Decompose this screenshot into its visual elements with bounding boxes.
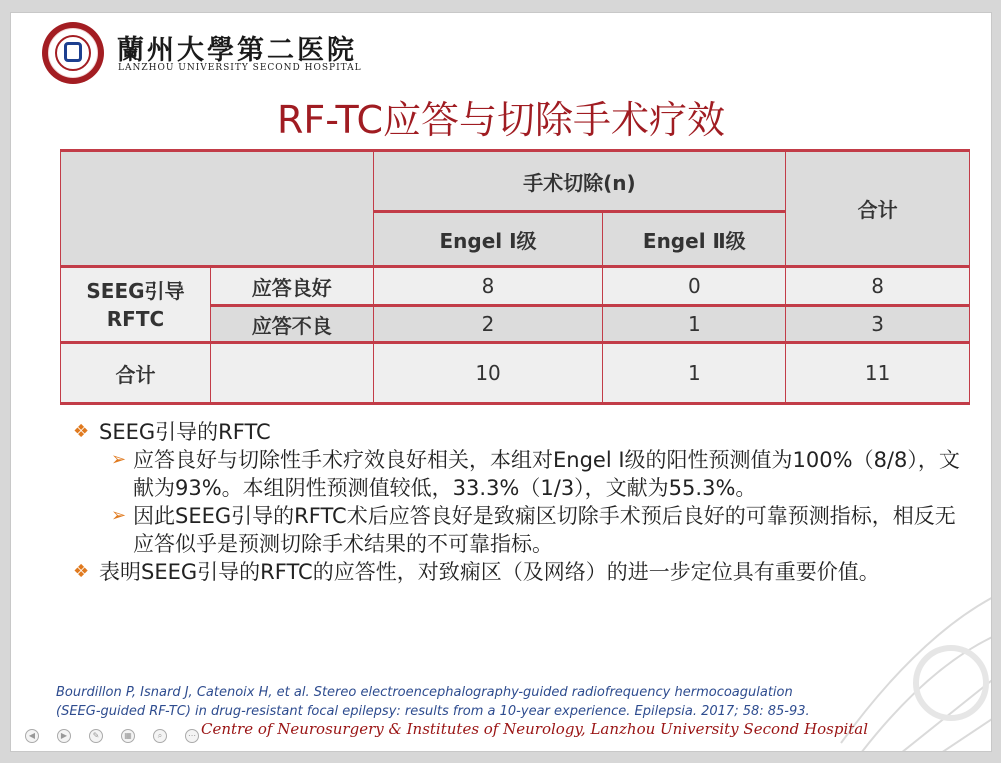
table-cell [210, 343, 373, 404]
diamond-bullet-icon: ❖ [73, 421, 90, 442]
table-cell: 1 [603, 343, 786, 404]
bullet-item: ❖ SEEG引导的RFTC [73, 420, 271, 444]
pen-icon[interactable]: ✎ [89, 729, 103, 743]
table-cell: 10 [373, 343, 603, 404]
total-row [61, 343, 970, 404]
table-cell: 8 [786, 267, 970, 306]
arrow-bullet-icon: ➢ [111, 505, 127, 526]
next-icon[interactable]: ▶ [57, 729, 71, 743]
more-icon[interactable]: ⋯ [185, 729, 199, 743]
row-label: 应答不良 [210, 306, 373, 343]
diamond-bullet-icon: ❖ [73, 561, 90, 582]
engel2-header: Engel Ⅱ级 [603, 212, 786, 267]
results-table [60, 149, 970, 405]
hospital-emblem-icon [42, 22, 104, 84]
sub-bullet-item: ➢ 因此SEEG引导的RFTC术后应答良好是致痫区切除手术预后良好的可靠预测指标，相反无应答似乎是预测切除手术结果的不可靠指标。 [111, 504, 956, 556]
slideshow-toolbar [25, 729, 199, 743]
zoom-icon[interactable]: ⌕ [153, 729, 167, 743]
table-corner-cell [61, 151, 374, 267]
previous-icon[interactable]: ◀ [25, 729, 39, 743]
total-header: 合计 [786, 151, 970, 267]
hospital-name-cn: 蘭州大學第二医院 [117, 35, 357, 66]
hospital-name-en: LANZHOU UNIVERSITY SECOND HOSPITAL [118, 63, 362, 73]
arrow-bullet-icon: ➢ [111, 449, 127, 470]
slide-title: RF-TC应答与切除手术疗效 [276, 98, 725, 142]
table-row [61, 267, 970, 306]
slide [10, 12, 992, 752]
bullet-list [71, 418, 971, 586]
row-label: 应答良好 [210, 267, 373, 306]
group-label: SEEG引导RFTC [61, 267, 211, 343]
table-cell: 1 [603, 306, 786, 343]
citation: Bourdillon P, Isnard J, Catenoix H, et al. Stereo electroencephalography-guided radiofrequency hermocoagulation (SEEG-guided RF-TC) in drug-resistant focal epilepsy: results from a 10-year experience. Epilepsia. 2017; 58: 85-93. [56, 685, 810, 719]
surgery-header: 手术切除(n) [373, 151, 786, 212]
bullet-item: ❖ 表明SEEG引导的RFTC的应答性，对致痫区（及网络）的进一步定位具有重要价值。 [73, 560, 880, 584]
table-cell: 11 [786, 343, 970, 404]
slides-icon[interactable]: ▦ [121, 729, 135, 743]
table-cell: 3 [786, 306, 970, 343]
engel1-header: Engel Ⅰ级 [373, 212, 603, 267]
table-cell: 0 [603, 267, 786, 306]
footer-text: Centre of Neurosurgery & Institutes of Neurology, Lanzhou University Second Hospital [201, 720, 869, 738]
total-row-label: 合计 [61, 343, 211, 404]
table-cell: 2 [373, 306, 603, 343]
table-cell: 8 [373, 267, 603, 306]
sub-bullet-item: ➢ 应答良好与切除性手术疗效良好相关，本组对Engel Ⅰ级的阳性预测值为100%（8/8），文献为93%。本组阴性预测值较低，33.3%（1/3），文献为55.3%。 [111, 448, 960, 500]
